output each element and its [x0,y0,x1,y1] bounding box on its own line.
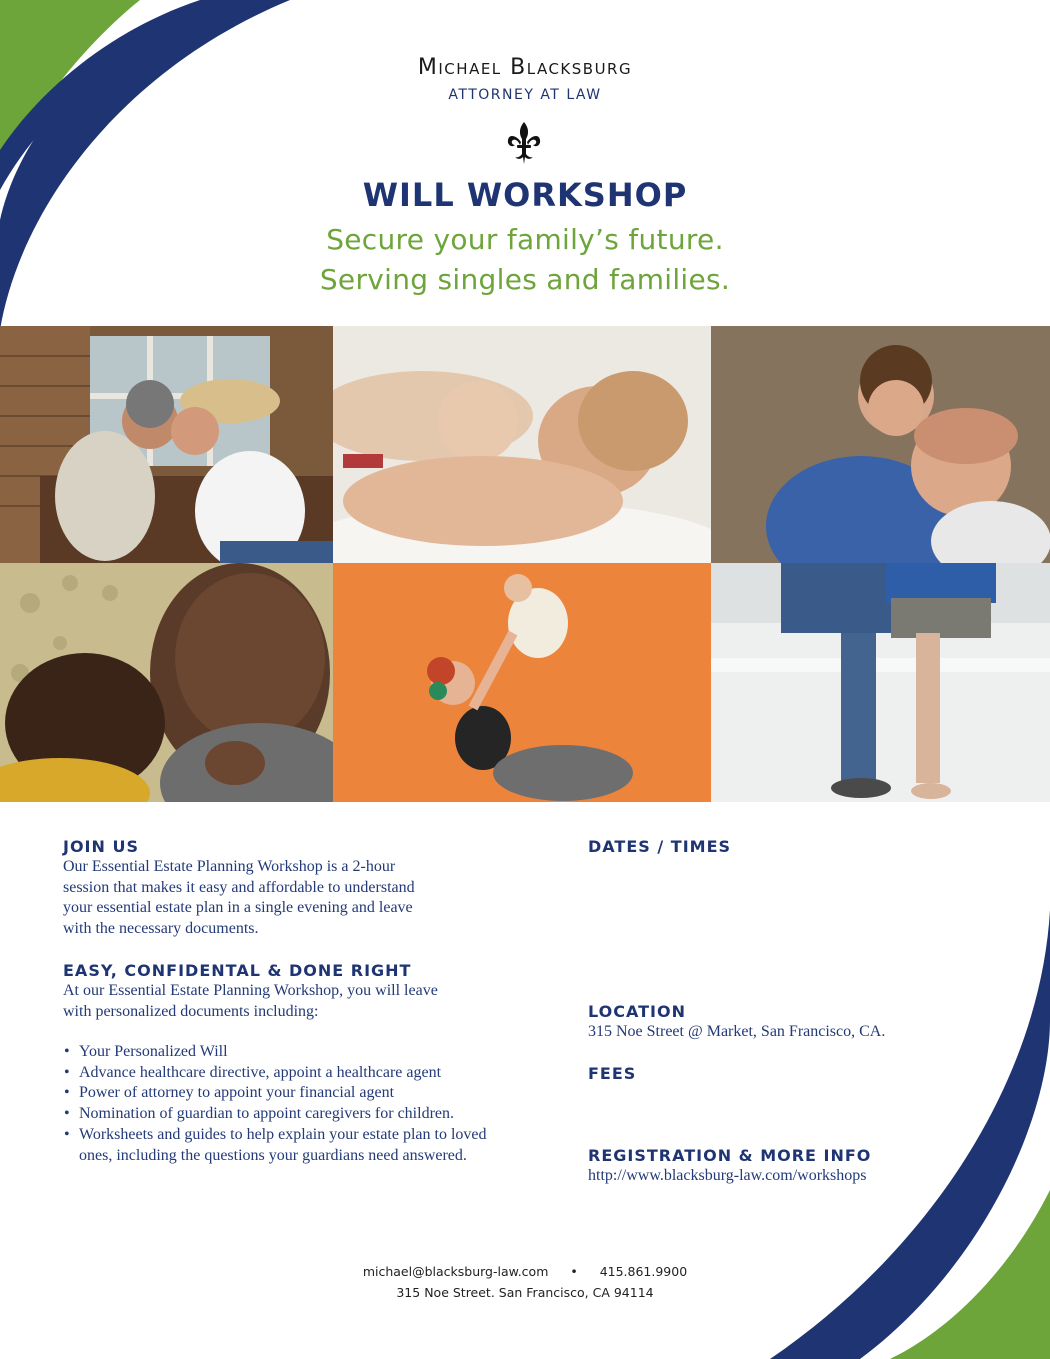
join-us-line: your essential estate plan in a single evening and leave [63,899,413,917]
list-item: • Power of attorney to appoint your financial agent [64,1084,395,1102]
footer-email[interactable]: michael@blacksburg-law.com [362,1264,549,1279]
footer-contact [0,1264,1050,1279]
list-item: • Worksheets and guides to help explain your estate plan to loved ones, including the questions your guardians need answered. [64,1125,487,1164]
couple-kissing-photo [0,326,333,563]
registration-heading: REGISTRATION & MORE INFO [588,1146,872,1165]
tagline-2: Serving singles and families. [319,263,731,296]
firm-name: Michael Blacksburg [417,55,633,80]
father-and-son-photo [0,563,333,802]
location-heading: LOCATION [588,1002,686,1021]
easy-line: At our Essential Estate Planning Workshop, you will leave [63,982,438,999]
baby-and-boy-photo [333,326,711,563]
registration-link[interactable]: http://www.blacksburg-law.com/workshops [588,1167,867,1184]
join-us-line: with the necessary documents. [63,920,259,938]
fleur-de-lis-icon [506,121,542,165]
firm-subtitle: ATTORNEY AT LAW [448,87,602,103]
footer-separator: • [570,1264,578,1279]
list-item: • Advance healthcare directive, appoint a healthcare agent [64,1063,442,1081]
list-item-text: Worksheets and guides to help explain your estate plan to loved ones, including the questions your guardians need answered. [79,1125,487,1164]
photo-grid [0,326,1050,802]
list-item-text: Nomination of guardian to appoint caregivers for children. [79,1105,454,1123]
women-laughing-photo [711,326,1050,563]
tagline-1: Secure your family’s future. [326,223,724,256]
join-us-heading: JOIN US [63,837,139,856]
documents-list [63,1042,539,1166]
easy-line: with personalized documents including: [63,1002,319,1020]
footer-address: 315 Noe Street. San Francisco, CA 94114 [396,1285,654,1300]
list-item-text: Power of attorney to appoint your financial agent [79,1084,395,1102]
mother-lifting-baby-photo [333,563,711,802]
footer-phone: 415.861.9900 [599,1264,688,1279]
dates-heading: DATES / TIMES [588,837,732,856]
list-item-text: Advance healthcare directive, appoint a healthcare agent [79,1063,442,1081]
easy-text [63,981,438,1022]
easy-heading: EASY, CONFIDENTAL & DONE RIGHT [63,961,412,980]
couple-sitting-photo [711,563,1050,802]
headline: WILL WORKSHOP [362,176,688,214]
list-item: • Your Personalized Will [64,1043,228,1060]
location-text: 315 Noe Street @ Market, San Francisco, CA. [588,1023,886,1040]
join-us-line: session that makes it easy and affordable to understand [63,878,415,896]
fees-heading: FEES [588,1064,637,1083]
list-item: • Nomination of guardian to appoint caregivers for children. [64,1105,454,1123]
list-item-text: Your Personalized Will [79,1043,228,1060]
join-us-text [63,857,415,940]
join-us-line: Our Essential Estate Planning Workshop is a 2-hour [63,858,396,875]
